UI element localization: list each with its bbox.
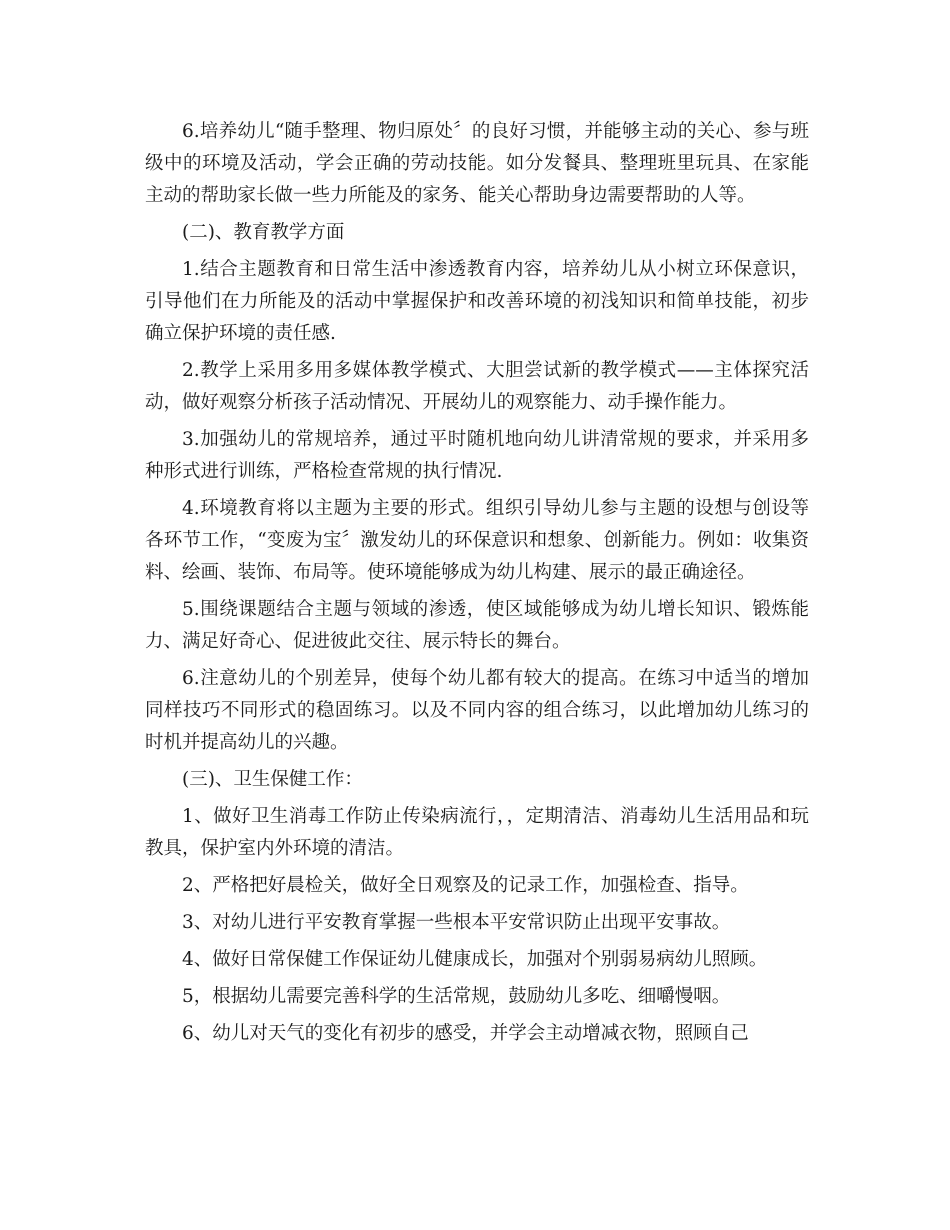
- paragraph-teaching-1: 1.结合主题教育和日常生活中渗透教育内容，培养幼儿从小树立环保意识，引导他们在力所能及的活动中掌握保护和改善环境的初浅知识和简单技能，初步确立保护环境的责任感.: [145, 259, 809, 344]
- paragraph-health-1: 1、做好卫生消毒工作防止传染病流行，，定期清洁、消毒幼儿生活用品和玩教具，保护室内外环境的清洁。: [145, 806, 809, 859]
- paragraph-teaching-2: 2.教学上采用多用多媒体教学模式、大胆尝试新的教学模式——主体探究活动，做好观察分析孩子活动情况、开展幼儿的观察能力、动手操作能力。: [145, 360, 809, 413]
- paragraph-health-2: 2、严格把好晨检关，做好全日观察及的记录工作，加强检查、指导。: [182, 875, 749, 896]
- paragraph-health-4: 4、做好日常保健工作保证幼儿健康成长，加强对个别弱易病幼儿照顾。: [182, 949, 768, 970]
- paragraph-teaching-5: 5.围绕课题结合主题与领域的渗透，使区域能够成为幼儿增长知识、锻炼能力、满足好奇心、促进彼此交往、展示特长的舞台。: [145, 599, 809, 652]
- paragraph-health-5: 5，根据幼儿需要完善科学的生活常规，鼓励幼儿多吃、细嚼慢咽。: [182, 986, 731, 1007]
- paragraph-habits: 6.培养幼儿“随手整理、物归原处〞的良好习惯，并能够主动的关心、参与班级中的环境及活动，学会正确的劳动技能。如分发餐具、整理班里玩具、在家能主动的帮助家长做一些力所能及的家务、能关心帮助身边需要帮助的人等。: [145, 121, 809, 206]
- paragraph-teaching-4: 4.环境教育将以主题为主要的形式。组织引导幼儿参与主题的设想与创设等各环节工作，“变废为宝〞激发幼儿的环保意识和想象、创新能力。例如：收集资料、绘画、装饰、布局等。使环境能够成为幼儿构建、展示的最正确途径。: [145, 498, 809, 583]
- paragraph-health-3: 3、对幼儿进行平安教育掌握一些根本平安常识防止出现平安事故。: [182, 912, 731, 933]
- section-heading-teaching: (二)、教育教学方面: [182, 222, 345, 243]
- paragraph-teaching-3: 3.加强幼儿的常规培养，通过平时随机地向幼儿讲清常规的要求，并采用多种形式进行训练，严格检查常规的执行情况.: [145, 429, 809, 482]
- section-heading-health: (三)、卫生保健工作：: [182, 769, 363, 790]
- paragraph-teaching-6: 6.注意幼儿的个别差异，使每个幼儿都有较大的提高。在练习中适当的增加同样技巧不同形式的稳固练习。以及不同内容的组合练习，以此增加幼儿练习的时机并提高幼儿的兴趣。: [145, 668, 809, 753]
- document-body: [145, 116, 809, 1055]
- paragraph-health-6: 6、幼儿对天气的变化有初步的感受，并学会主动增减衣物，照顾自己: [182, 1023, 749, 1044]
